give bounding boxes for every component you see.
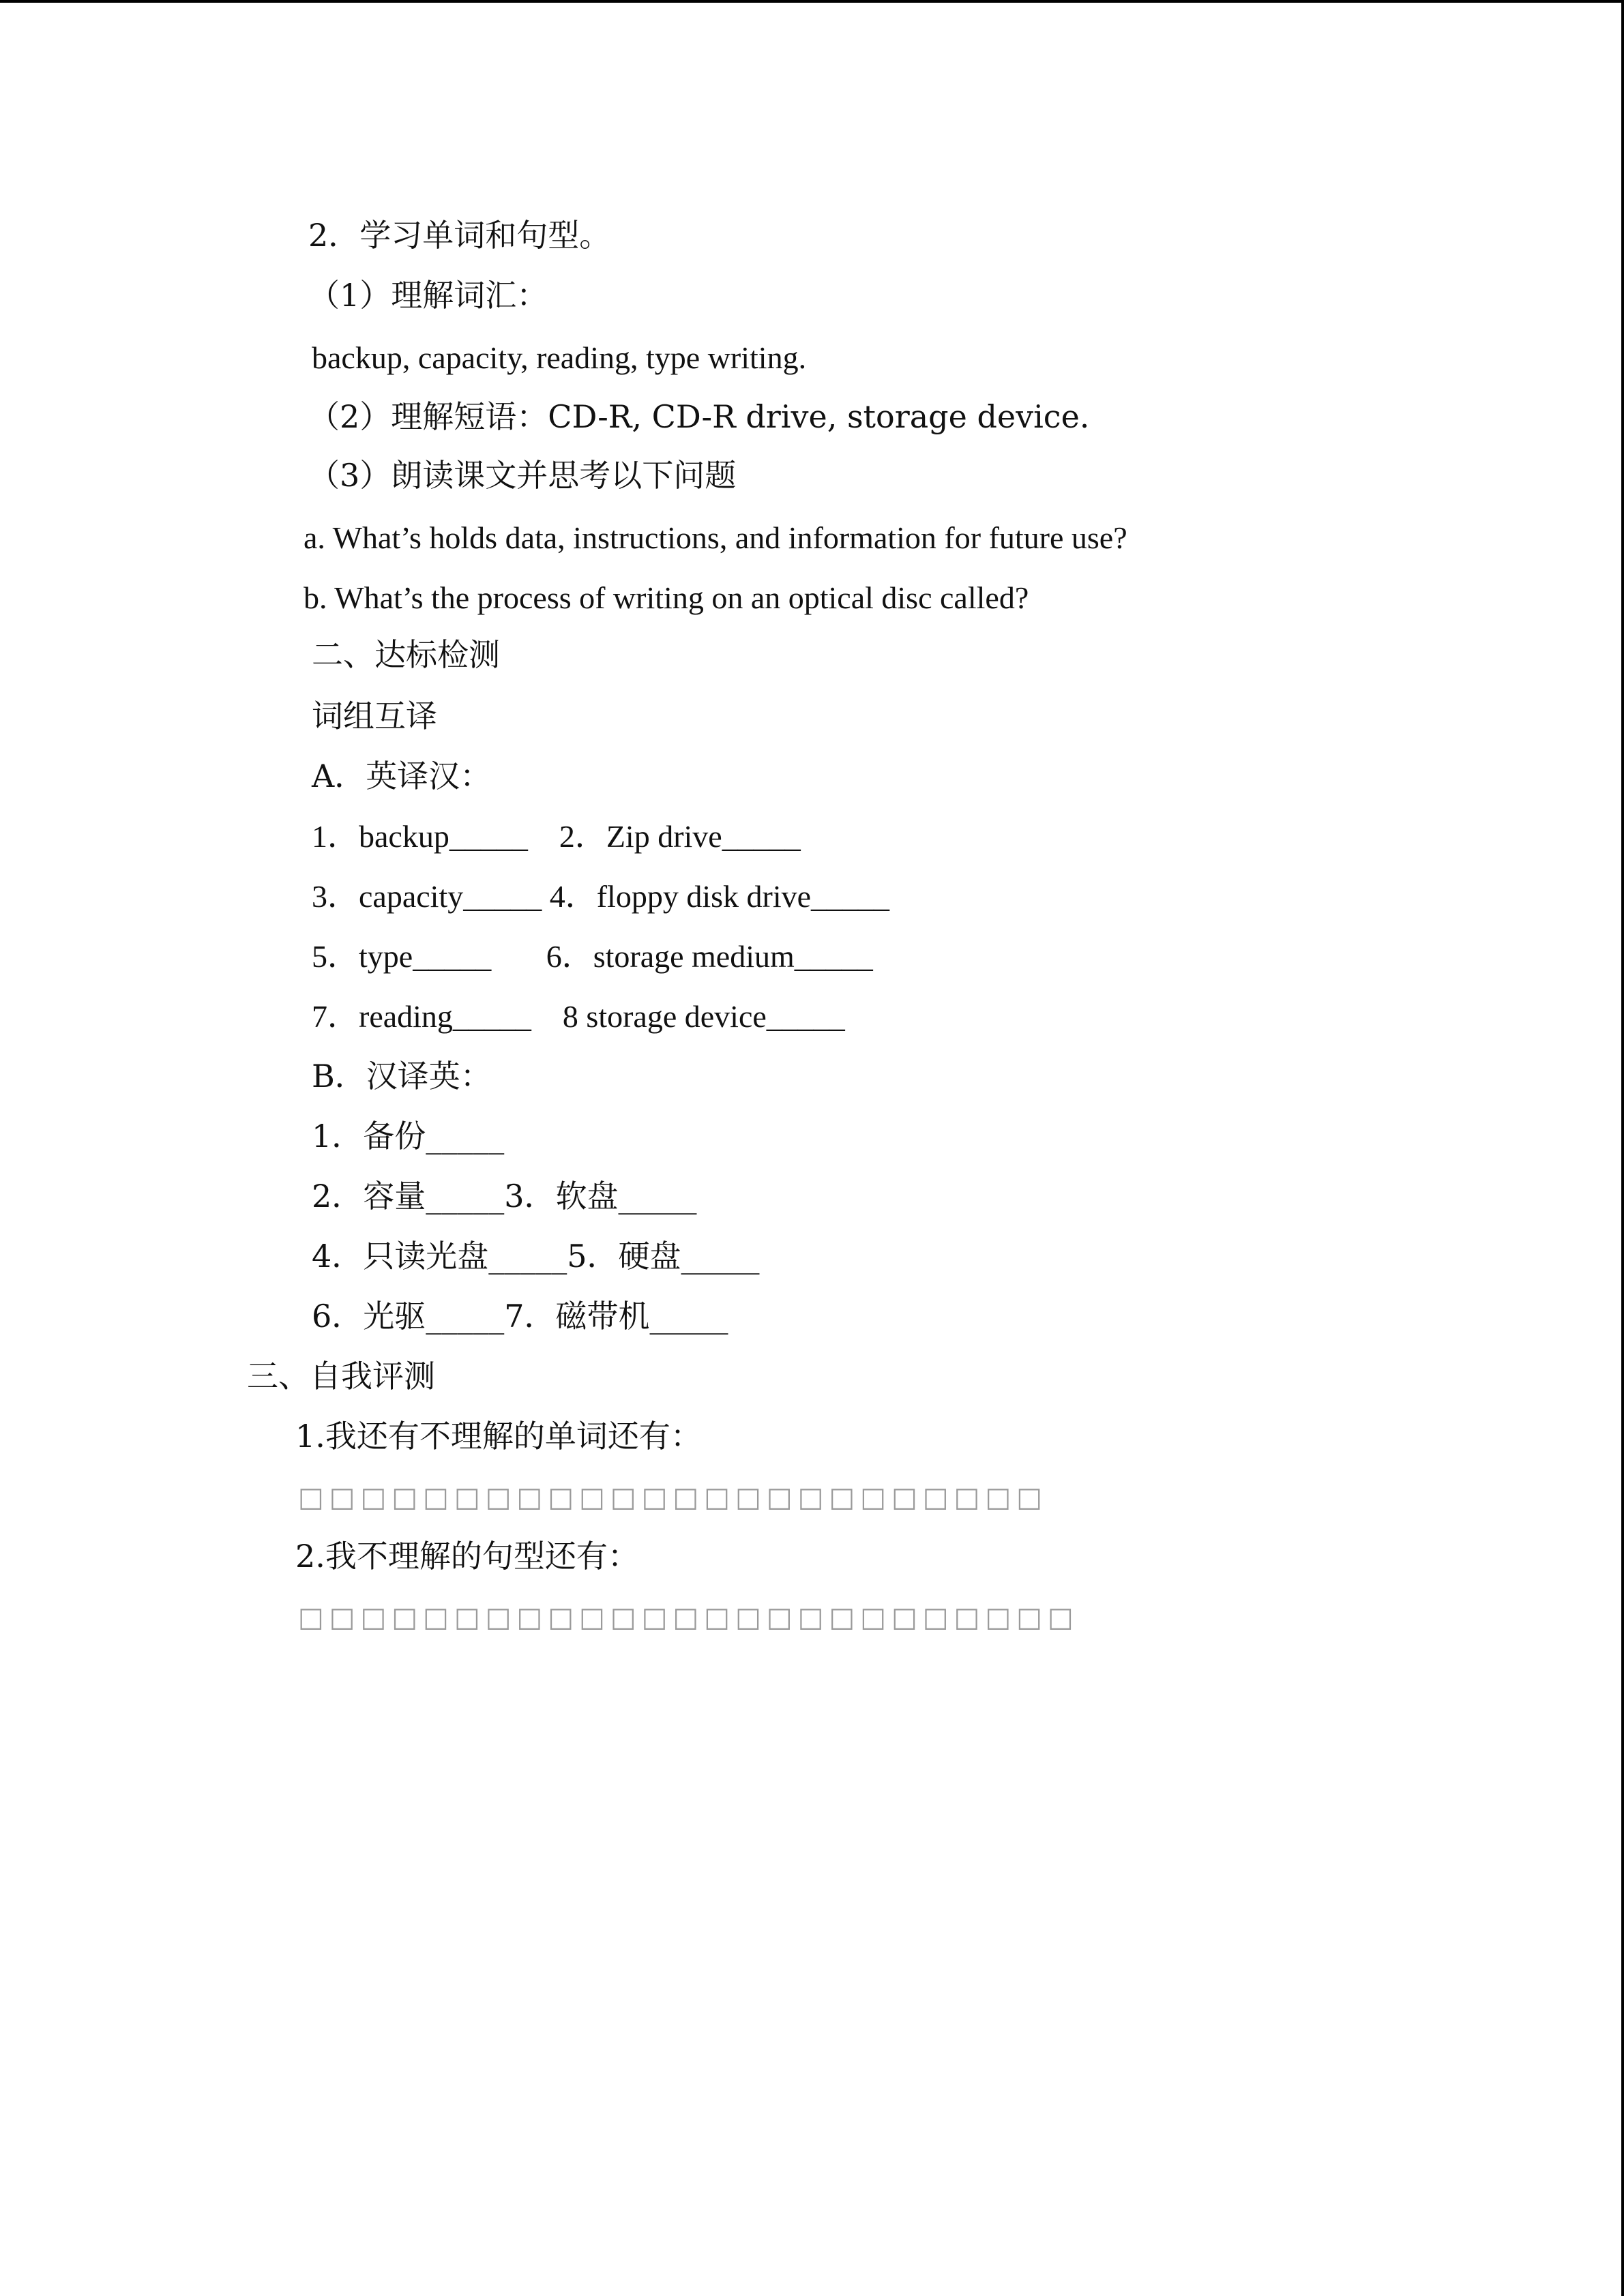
part-a-row-4: 7．reading_____ 8 storage device_____ xyxy=(312,999,845,1034)
sentences-answer-boxes: □□□□□□□□□□□□□□□□□□□□□□□□□ xyxy=(298,1602,1079,1633)
part-a-label: A．英译汉： xyxy=(312,758,492,794)
part-a-row-1: 1．backup_____ 2．Zip drive_____ xyxy=(312,819,801,854)
learn-heading: 2．学习单词和句型。 xyxy=(308,217,611,254)
part-b-label: B．汉译英： xyxy=(312,1058,492,1094)
part-a-row-3: 5．type_____ 6．storage medium_____ xyxy=(312,939,873,974)
self-heading: 三、自我评测 xyxy=(247,1358,435,1395)
sentences-prompt: 2.我不理解的句型还有： xyxy=(295,1538,639,1575)
words-prompt: 1.我还有不理解的单词还有： xyxy=(295,1418,702,1455)
part-b-row-4: 6．光驱_____7．磁带机_____ xyxy=(312,1298,728,1335)
part-b-row-2: 2．容量_____3．软盘_____ xyxy=(312,1178,697,1214)
phrases-line: （2）理解短语：CD-R, CD-R drive, storage device. xyxy=(308,398,1090,435)
part-b-row-3: 4．只读光盘_____5．硬盘_____ xyxy=(312,1238,760,1274)
words-answer-boxes: □□□□□□□□□□□□□□□□□□□□□□□□ xyxy=(298,1482,1048,1513)
vocab-label: （1）理解词汇： xyxy=(308,277,548,314)
test-heading: 二、达标检测 xyxy=(312,636,500,673)
reading-task: （3）朗读课文并思考以下问题 xyxy=(308,457,737,494)
page-border-top xyxy=(0,0,1624,3)
test-subheading: 词组互译 xyxy=(312,698,437,734)
part-b-row-1: 1．备份_____ xyxy=(312,1118,505,1154)
question-b: b. What’s the process of writing on an optical disc called? xyxy=(304,580,1029,615)
vocab-words: backup, capacity, reading, type writing. xyxy=(312,340,807,375)
part-a-row-2: 3．capacity_____ 4．floppy disk drive_____ xyxy=(312,879,890,914)
question-a: a. What’s holds data, instructions, and information for future use? xyxy=(304,520,1127,555)
page-border-right xyxy=(1621,0,1624,2296)
